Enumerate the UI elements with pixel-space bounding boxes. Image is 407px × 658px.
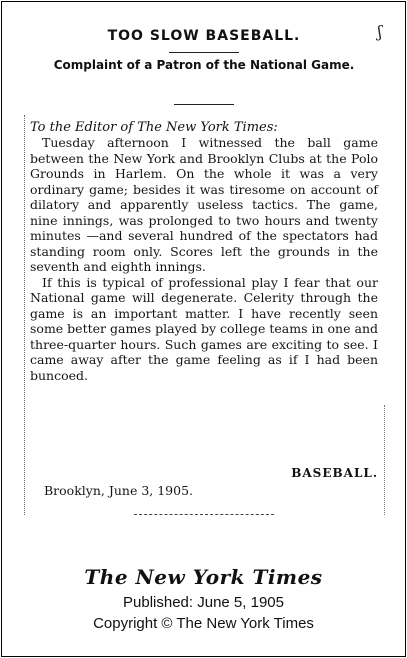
copyright-notice: Copyright © The New York Times xyxy=(93,615,314,632)
letter-paragraph-2: If this is typical of professional play I fear that our National game will degenerate. Celerity through the game is an important matter. I have recently seen some better games played by college teams in one and three-quarter hours. Such games are exciting to see. I came away after the game feeling as if I had been buncoed. xyxy=(30,274,378,383)
salutation-paper-name: The New York Times: xyxy=(137,120,278,135)
newspaper-clipping xyxy=(24,20,384,520)
clipping-end-rule xyxy=(134,514,274,515)
salutation-prefix: To the Editor of xyxy=(30,120,138,135)
headline-divider xyxy=(169,52,239,53)
clipping-edge-right xyxy=(384,405,386,515)
nyt-masthead-logo: The New York Times xyxy=(84,565,323,589)
letter-salutation xyxy=(30,120,278,135)
corner-mark: ʃ xyxy=(377,22,382,41)
letter-paragraph-1: Tuesday afternoon I witnessed the ball game between the New York and Brooklyn Clubs at the Polo Grounds in Harlem. On the whole it was a very ordinary game; besides it was tiresome on account of dilatory and apparently useless tactics. The game, nine innings, was prolonged to two hours and twenty minutes —and several hundred of the spectators had standing room only. Scores left the grounds in the seventh and eighth innings. xyxy=(30,135,378,274)
article-headline: TOO SLOW BASEBALL. xyxy=(107,28,301,44)
subhead-divider xyxy=(174,104,234,105)
clipping-edge-left xyxy=(24,115,26,515)
article-subhead: Complaint of a Patron of the National Game. xyxy=(53,58,355,72)
letter-dateline: Brooklyn, June 3, 1905. xyxy=(44,483,194,498)
letter-signature: BASEBALL. xyxy=(291,466,378,480)
page-frame xyxy=(1,1,406,657)
letter-body xyxy=(30,135,378,383)
published-date: Published: June 5, 1905 xyxy=(123,594,284,611)
